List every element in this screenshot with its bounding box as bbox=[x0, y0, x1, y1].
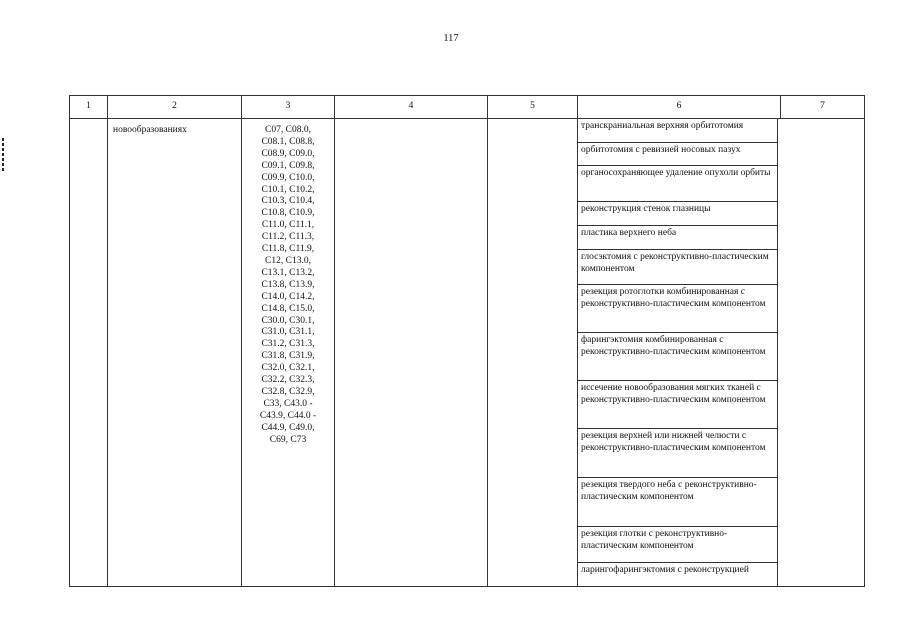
page-number: 117 bbox=[443, 33, 459, 44]
procedure-cell: реконструкция стенок глазницы bbox=[577, 201, 778, 226]
header-col-5: 5 bbox=[530, 101, 535, 111]
icd-code-line: C13.1, C13.2, bbox=[261, 267, 315, 278]
header-col-1: 1 bbox=[86, 101, 91, 111]
header-col-3: 3 bbox=[285, 101, 291, 111]
icd-code-line: C13.8, C13.9, bbox=[261, 279, 315, 290]
icd-code-line: C31.2, C31.3, bbox=[261, 339, 315, 350]
procedure-cell: резекция ротоглотки комбинированная с реконструктивно-пластическим компонентом bbox=[577, 284, 778, 333]
icd-code-line: C11.8, C11.9, bbox=[261, 244, 315, 255]
icd-code-line: C32.2, C32.3, bbox=[261, 375, 315, 386]
col-border-3-4 bbox=[334, 95, 335, 587]
icd-code-line: C07, C08.0, bbox=[265, 125, 311, 135]
icd-code-line: C09.9, C10.0, bbox=[261, 172, 315, 183]
icd-code-line: C10.8, C10.9, bbox=[261, 208, 315, 219]
icd-code-line: C44.9, C49.0, bbox=[261, 422, 315, 433]
procedure-cell: резекция глотки с реконструктивно-пластическим компонентом bbox=[577, 526, 778, 563]
icd-code-line: C32.8, C32.9, bbox=[261, 386, 315, 397]
icd-code-line: C10.1, C10.2, bbox=[261, 184, 315, 195]
procedure-cell: глосэктомия с реконструктивно-пластическим компонентом bbox=[577, 249, 778, 285]
disease-group-cell: новообразованиях bbox=[113, 125, 187, 135]
icd-code-line: C32.0, C32.1, bbox=[261, 363, 315, 374]
icd-code-line: C09.1, C09.8, bbox=[261, 160, 315, 171]
procedure-cell: орбитотомия с ревизией носовых пазух bbox=[577, 142, 778, 166]
col-border-4-5 bbox=[487, 95, 488, 587]
icd-code-line: C08.9, C09.0, bbox=[261, 148, 315, 159]
procedure-cell: ларингофарингэктомия с реконструкцией bbox=[577, 562, 778, 587]
icd-code-line: C08.1, C08.8, bbox=[261, 136, 315, 147]
icd-code-line: C10.3, C10.4, bbox=[261, 196, 315, 207]
col-border-2-3 bbox=[241, 95, 242, 587]
header-col-7: 7 bbox=[820, 101, 825, 111]
header-col-6: 6 bbox=[676, 101, 682, 111]
col-border-1-2 bbox=[107, 95, 108, 587]
icd-code-line: C14.8, C15.0, bbox=[261, 303, 315, 314]
icd-code-line: C11.2, C11.3, bbox=[261, 232, 315, 243]
procedure-cell: пластика верхнего неба bbox=[577, 225, 778, 250]
header-col-2: 2 bbox=[172, 101, 177, 111]
procedure-cell: фарингэктомия комбинированная с реконструктивно-пластическим компонентом bbox=[577, 332, 778, 381]
col-border-left bbox=[69, 95, 70, 587]
icd-code-line: C33, C43.0 - bbox=[263, 398, 313, 409]
procedure-cell: органосохраняющее удаление опухоли орбиты bbox=[577, 165, 778, 202]
icd-code-line: C11.0, C11.1, bbox=[261, 220, 315, 231]
icd-code-line: C30.0, C30.1, bbox=[261, 315, 315, 326]
procedure-cell: транскраниальная верхняя орбитотомия bbox=[577, 118, 778, 143]
icd-code-line: C12, C13.0, bbox=[265, 255, 311, 266]
header-col-4: 4 bbox=[408, 101, 414, 111]
icd-code-line: C69, C73 bbox=[269, 434, 307, 445]
procedure-cell: резекция твердого неба с реконструктивно-пластическим компонентом bbox=[577, 477, 778, 527]
icd-code-line: C43.9, C44.0 - bbox=[259, 410, 317, 421]
icd-code-line: C14.0, C14.2, bbox=[261, 291, 315, 302]
procedure-cell: резекция верхней или нижней челюсти с реконструктивно-пластическим компонентом bbox=[577, 428, 778, 478]
col-border-right bbox=[864, 95, 865, 587]
icd-code-line: C31.0, C31.1, bbox=[261, 327, 315, 338]
icd-codes-cell bbox=[245, 125, 331, 446]
procedure-cell: иссечение новообразования мягких тканей с реконструктивно-пластическим компонентом bbox=[577, 380, 778, 429]
icd-code-line: C31.8, C31.9, bbox=[261, 351, 315, 362]
